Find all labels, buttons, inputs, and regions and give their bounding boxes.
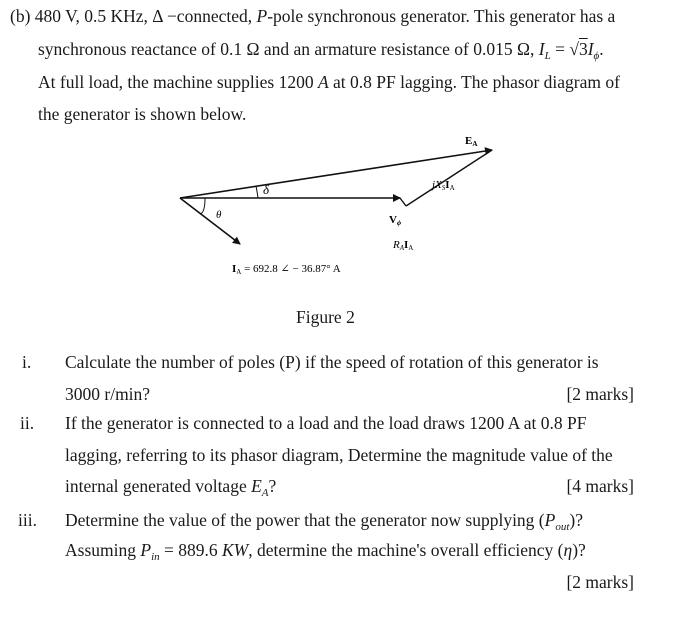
- intro-line-4: the generator is shown below.: [38, 104, 247, 124]
- intro-line-3: At full load, the machine supplies 1200 A at 0.8 PF lagging. The phasor diagram of: [38, 72, 620, 92]
- ea-label: EA: [465, 135, 478, 148]
- phasor-diagram: [0, 128, 700, 318]
- question-text: internal generated voltage $E_A$?: [65, 476, 277, 499]
- figure-caption: Figure 2: [296, 307, 355, 327]
- marks-label: [2 marks]: [566, 384, 634, 404]
- ia-phasor: [180, 198, 240, 244]
- question-text: 3000 r/min?: [65, 384, 151, 404]
- vphi-label: Vϕ: [389, 214, 402, 227]
- question-text: Determine the value of the power that the generator now supplying $(P_{out})$?: [65, 510, 584, 533]
- theta-arc: [200, 198, 205, 214]
- ra-ia-phasor: [400, 198, 406, 206]
- question-number: i.: [22, 352, 32, 372]
- question-number: ii.: [20, 413, 35, 433]
- theta-label: θ: [216, 209, 222, 221]
- question-text: lagging, referring to its phasor diagram, Determine the magnitude value of the: [65, 445, 613, 465]
- delta-label: δ: [263, 182, 270, 197]
- jxs-ia-phasor: [406, 150, 492, 206]
- question-text: Calculate the number of poles (P) if the speed of rotation of this generator is: [65, 352, 599, 372]
- question-text: If the generator is connected to a load and the load draws 1200 A at 0.8 PF: [65, 413, 587, 433]
- marks-label: [4 marks]: [566, 476, 634, 496]
- ra-ia-label: RAIA: [393, 239, 414, 252]
- delta-arc: [256, 186, 258, 198]
- ia-label: IA = 692.8 ∠ − 36.87° A: [232, 263, 341, 276]
- jxs-label: jXSIA: [432, 179, 455, 192]
- marks-label: [2 marks]: [566, 572, 634, 592]
- question-text: Assuming $P_{in} = 889.6$ KW, determine the machine's overall efficiency (η)?: [65, 540, 586, 563]
- question-number: iii.: [18, 510, 37, 530]
- intro-line-1: (b) 480 V, 0.5 KHz, Δ −connected, P-pole synchronous generator. This generator has a: [10, 6, 616, 26]
- intro-line-2: synchronous reactance of 0.1 Ω and an armature resistance of 0.015 Ω, $I_L = √3I_\phi$.: [38, 39, 604, 62]
